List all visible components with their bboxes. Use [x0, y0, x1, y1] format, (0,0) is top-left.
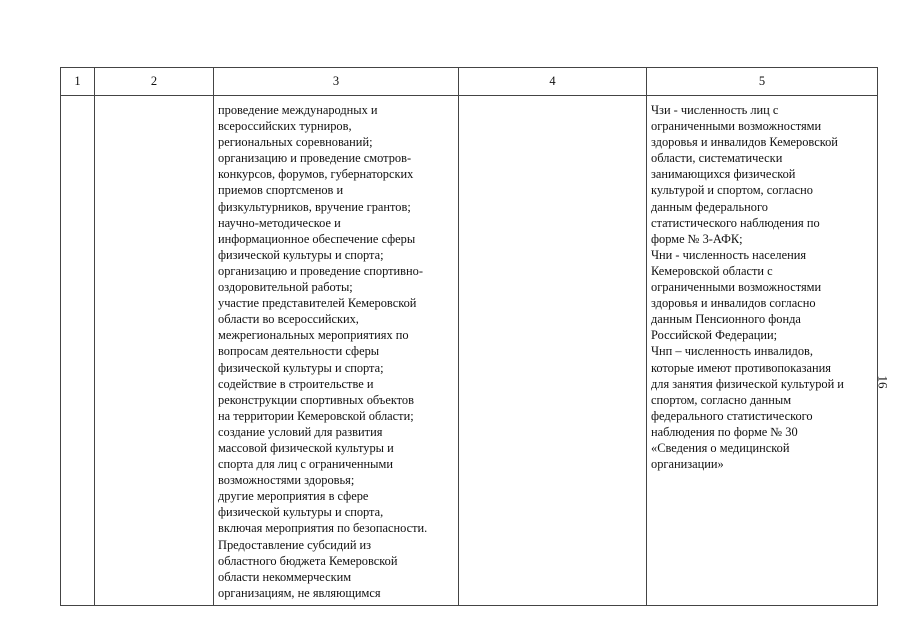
- cell-col1-text: [61, 96, 94, 102]
- document-table: [60, 67, 878, 606]
- table-header-row: [61, 68, 878, 96]
- column-header-1: 1: [61, 68, 95, 96]
- column-header-3: 3: [214, 68, 459, 96]
- indicators-text: Чзи - численность лиц с ограниченными возможностями здоровья и инвалидов Кемеровской области, систематически занимающихся физической культурой и спортом, согласно данным федерального статистического наблюдения по форме № 3-АФК; Чни - численность населения Кемеровской области с ограниченными возможностями здоровья и инвалидов согласно данным Пенсионного фонда Российской Федерации; Чнп – численность инвалидов, которые имеют противопоказания для занятия физической культурой и спортом, согласно данным федерального статистического наблюдения по форме № 30 «Сведения о медицинской организации»: [651, 103, 844, 472]
- table-row: [61, 96, 878, 606]
- cell-col2: [95, 96, 214, 606]
- cell-col4: [459, 96, 647, 606]
- cell-col2-text: [95, 96, 213, 102]
- cell-indicators: [647, 96, 878, 606]
- cell-col4-text: [459, 96, 646, 102]
- cell-activities: [214, 96, 459, 606]
- column-header-2: 2: [95, 68, 214, 96]
- column-header-4: 4: [459, 68, 647, 96]
- activities-text: проведение международных и всероссийских турниров, региональных соревнований; организацию и проведение смотров- конкурсов, форумов, губернаторских приемов спортсменов и физкультурников, вручение грантов; научно-методическое и информационное обеспечение сферы физической культуры и спорта; организацию и проведение спортивно- оздоровительной работы; участие представителей Кемеровской области во всероссийских, межрегиональных мероприятиях по вопросам деятельности сферы физической культуры и спорта; содействие в строительстве и реконструкции спортивных объектов на территории Кемеровской области; создание условий для развития массовой физической культуры и спорта для лиц с ограниченными возможностями здоровья; другие мероприятия в сфере физической культуры и спорта, включая мероприятия по безопасности. Предоставление субсидий из областного бюджета Кемеровской области некоммерческим организациям, не являющимся: [218, 103, 428, 600]
- column-header-5: 5: [647, 68, 878, 96]
- page-number: 16: [875, 375, 891, 389]
- cell-col1: [61, 96, 95, 606]
